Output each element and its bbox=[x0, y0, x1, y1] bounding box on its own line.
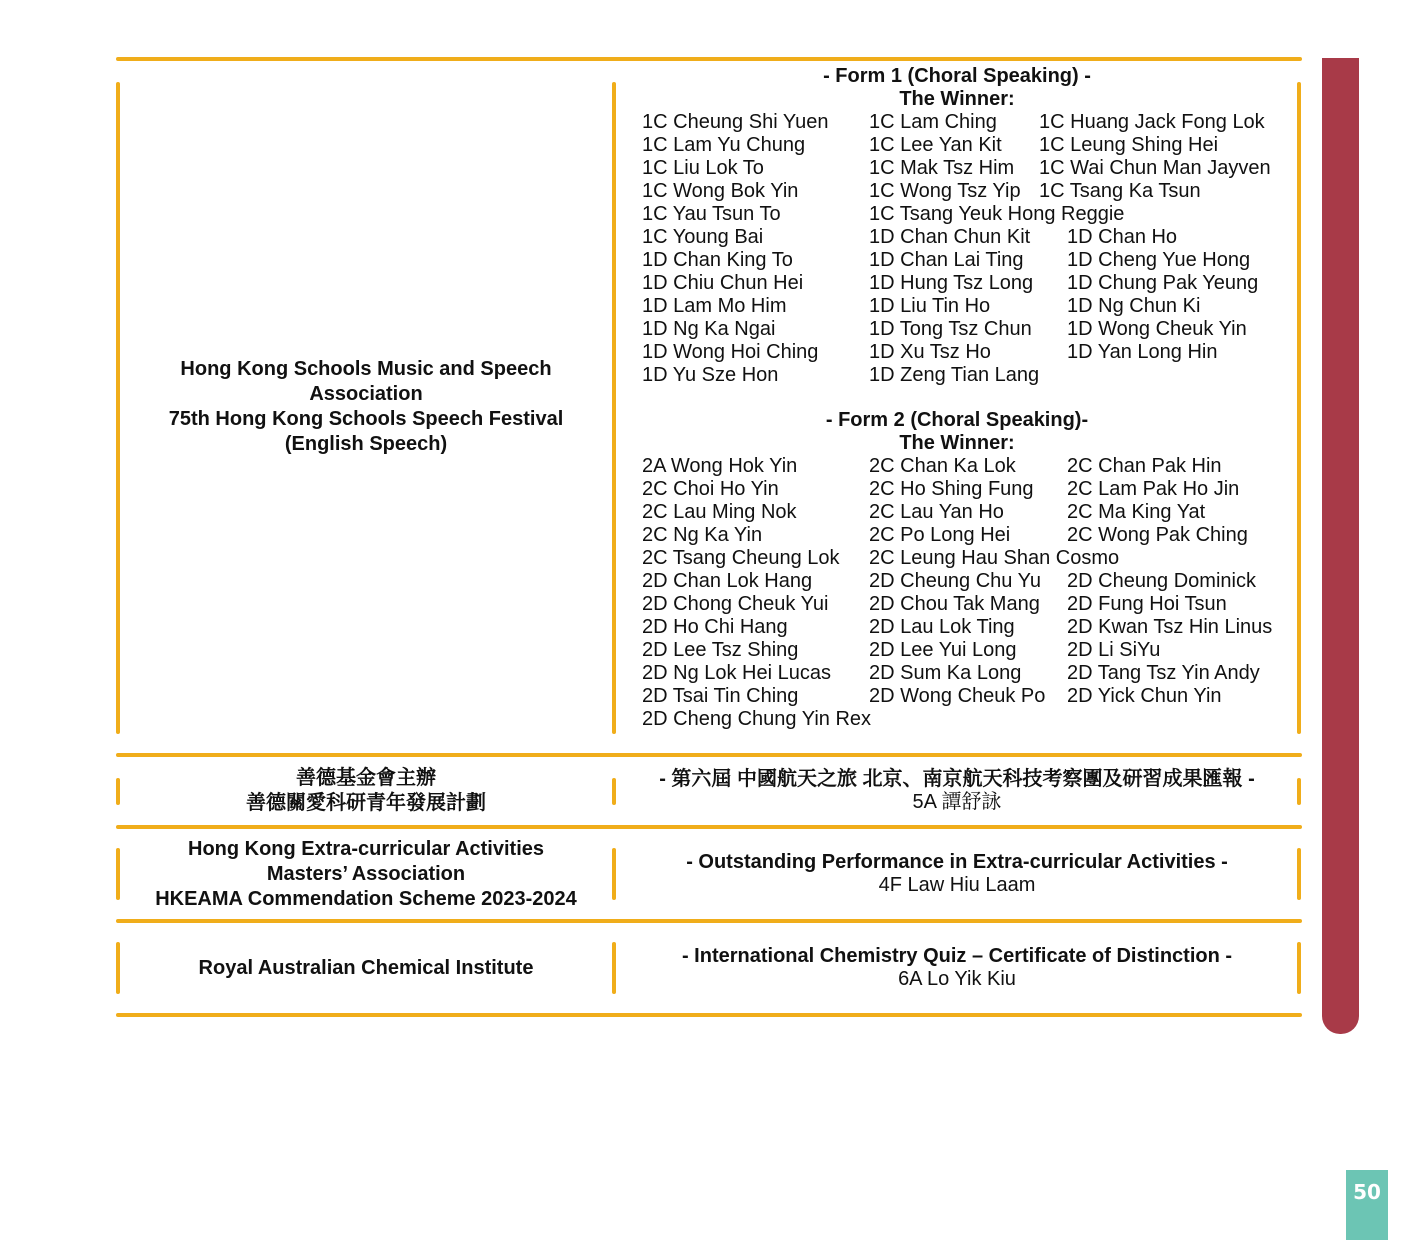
winner-name: 1D Chung Pak Yeung bbox=[1067, 272, 1259, 294]
winner-name: 1D Cheng Yue Hong bbox=[1067, 249, 1251, 271]
winner-name: 1C Cheung Shi Yuen bbox=[642, 111, 829, 133]
page-number-badge bbox=[1346, 1170, 1388, 1240]
winner-name: 2D Lee Tsz Shing bbox=[642, 639, 799, 661]
organizer-cell bbox=[122, 758, 610, 824]
form2-winner-label: The Winner: bbox=[899, 432, 1015, 454]
organizer-line: Hong Kong Extra-curricular Activities bbox=[188, 837, 544, 860]
winner-name: 2C Chan Ka Lok bbox=[869, 455, 1016, 477]
winner-name: 2C Po Long Hei bbox=[869, 524, 1011, 546]
winner-name: 1C Leung Shing Hei bbox=[1039, 134, 1219, 156]
award-winner: 4F Law Hiu Laam bbox=[878, 874, 1036, 896]
right-border bbox=[1297, 942, 1301, 994]
left-border bbox=[116, 778, 120, 805]
winner-name: 2D Cheung Chu Yu bbox=[869, 570, 1041, 592]
left-border bbox=[116, 82, 120, 734]
award-cell bbox=[620, 830, 1294, 918]
winner-name: 1C Lam Ching bbox=[869, 111, 997, 133]
award-title: - 第六屆 中國航天之旅 北京、南京航天科技考察團及研習成果匯報 - bbox=[659, 768, 1255, 790]
winner-name: 1C Liu Lok To bbox=[642, 157, 764, 179]
column-divider bbox=[612, 848, 616, 900]
winner-name: 2D Sum Ka Long bbox=[869, 662, 1022, 684]
form2-name-list bbox=[642, 455, 1302, 731]
winner-name: 2D Ng Lok Hei Lucas bbox=[642, 662, 831, 684]
winner-name: 2D Cheung Dominick bbox=[1067, 570, 1256, 592]
winner-name: 2C Ma King Yat bbox=[1067, 501, 1206, 523]
winner-name: 2A Wong Hok Yin bbox=[642, 455, 798, 477]
winner-name: 2C Lau Yan Ho bbox=[869, 501, 1004, 523]
winner-name: 1D Xu Tsz Ho bbox=[869, 341, 991, 363]
winner-name: 1D Lam Mo Him bbox=[642, 295, 787, 317]
organizer-line: 75th Hong Kong Schools Speech Festival bbox=[168, 408, 564, 430]
winner-name: 2C Ho Shing Fung bbox=[869, 478, 1034, 500]
winner-name: 2C Lam Pak Ho Jin bbox=[1067, 478, 1240, 500]
organizer-cell bbox=[122, 924, 610, 1012]
winner-name: 2D Chong Cheuk Yui bbox=[642, 593, 829, 615]
winner-name: 1C Lee Yan Kit bbox=[869, 134, 1002, 156]
row-divider bbox=[116, 919, 1302, 923]
column-divider bbox=[612, 942, 616, 994]
winner-name: 2D Lee Yui Long bbox=[869, 639, 1017, 661]
winner-name: 1C Lam Yu Chung bbox=[642, 134, 806, 156]
organizer-line: HKEAMA Commendation Scheme 2023-2024 bbox=[155, 887, 577, 910]
winner-name: 2D Li SiYu bbox=[1067, 639, 1161, 661]
organizer-cell bbox=[122, 62, 610, 752]
table-top-border bbox=[116, 57, 1302, 61]
winner-name: 1D Wong Cheuk Yin bbox=[1067, 318, 1247, 340]
winner-name: 1C Young Bai bbox=[642, 226, 764, 248]
winner-name: 1C Huang Jack Fong Lok bbox=[1039, 111, 1265, 133]
left-border bbox=[116, 848, 120, 900]
award-cell bbox=[620, 924, 1294, 1012]
side-accent-bar bbox=[1322, 58, 1359, 1034]
winner-name: 2C Wong Pak Ching bbox=[1067, 524, 1248, 546]
winner-name: 2D Fung Hoi Tsun bbox=[1067, 593, 1227, 615]
row-divider bbox=[116, 753, 1302, 757]
form2-section bbox=[620, 409, 1294, 731]
winner-name: 2C Choi Ho Yin bbox=[642, 478, 779, 500]
form1-winner-label: The Winner: bbox=[899, 88, 1015, 110]
winner-name: 1C Tsang Ka Tsun bbox=[1039, 180, 1201, 202]
column-divider bbox=[612, 82, 616, 734]
winner-name: 2D Tang Tsz Yin Andy bbox=[1067, 662, 1260, 684]
winner-name: 2D Lau Lok Ting bbox=[869, 616, 1015, 638]
winner-name: 2D Chou Tak Mang bbox=[869, 593, 1040, 615]
row-divider bbox=[116, 825, 1302, 829]
right-border bbox=[1297, 848, 1301, 900]
form1-section bbox=[620, 65, 1294, 387]
winner-name: 2D Chan Lok Hang bbox=[642, 570, 813, 592]
organizer-line: Association bbox=[309, 383, 423, 405]
winner-name: 2D Cheng Chung Yin Rex bbox=[642, 708, 872, 730]
left-border bbox=[116, 942, 120, 994]
winner-name: 1D Chan King To bbox=[642, 249, 793, 271]
organizer-line: 善德基金會主辦 bbox=[296, 767, 436, 789]
winner-name: 1C Wong Tsz Yip bbox=[869, 180, 1021, 202]
winner-name: 2C Tsang Cheung Lok bbox=[642, 547, 840, 569]
winner-name: 2D Kwan Tsz Hin Linus bbox=[1067, 616, 1273, 638]
winner-name: 1D Ng Chun Ki bbox=[1067, 295, 1201, 317]
winner-name: 2D Tsai Tin Ching bbox=[642, 685, 799, 707]
winner-name: 1D Ng Ka Ngai bbox=[642, 318, 776, 340]
organizer-line: Royal Australian Chemical Institute bbox=[198, 956, 534, 979]
organizer-cell bbox=[122, 830, 610, 918]
award-winner: 5A 譚舒詠 bbox=[912, 791, 1002, 813]
winner-name: 2D Wong Cheuk Po bbox=[869, 685, 1046, 707]
organizer-line: 善德關愛科研青年發展計劃 bbox=[246, 792, 486, 814]
winner-name: 1D Yan Long Hin bbox=[1067, 341, 1218, 363]
award-title: - International Chemistry Quiz – Certificate of Distinction - bbox=[681, 945, 1233, 967]
winner-name: 1C Wong Bok Yin bbox=[642, 180, 799, 202]
award-winner: 6A Lo Yik Kiu bbox=[898, 968, 1016, 990]
organizer-line: (English Speech) bbox=[284, 433, 448, 455]
winner-name: 2C Leung Hau Shan Cosmo bbox=[869, 547, 1120, 569]
winner-name: 1D Tong Tsz Chun bbox=[869, 318, 1032, 340]
award-title: - Outstanding Performance in Extra-curricular Activities - bbox=[686, 851, 1228, 873]
winner-name: 2D Ho Chi Hang bbox=[642, 616, 788, 638]
page-number: 50 bbox=[1353, 1180, 1381, 1204]
right-border bbox=[1297, 778, 1301, 805]
organizer-line: Masters’ Association bbox=[266, 862, 466, 885]
winner-name: 1C Yau Tsun To bbox=[642, 203, 781, 225]
winner-name: 2C Chan Pak Hin bbox=[1067, 455, 1222, 477]
winner-name: 1C Mak Tsz Him bbox=[869, 157, 1015, 179]
winner-name: 1D Hung Tsz Long bbox=[869, 272, 1034, 294]
award-cell bbox=[620, 758, 1294, 824]
table-bottom-border bbox=[116, 1013, 1302, 1017]
winner-name: 2C Ng Ka Yin bbox=[642, 524, 763, 546]
winner-name: 2C Lau Ming Nok bbox=[642, 501, 797, 523]
winner-name: 1D Chan Chun Kit bbox=[869, 226, 1031, 248]
winner-name: 1D Chan Ho bbox=[1067, 226, 1178, 248]
winner-name: 1C Wai Chun Man Jayven bbox=[1039, 157, 1271, 179]
winner-name: 2D Yick Chun Yin bbox=[1067, 685, 1222, 707]
form1-name-list bbox=[642, 111, 1302, 387]
form2-heading: - Form 2 (Choral Speaking)- bbox=[825, 409, 1089, 431]
winner-name: 1C Tsang Yeuk Hong Reggie bbox=[869, 203, 1125, 225]
winner-name: 1D Chiu Chun Hei bbox=[642, 272, 804, 294]
form1-heading: - Form 1 (Choral Speaking) - bbox=[823, 65, 1091, 87]
winner-name: 1D Yu Sze Hon bbox=[642, 364, 779, 386]
winner-name: 1D Liu Tin Ho bbox=[869, 295, 991, 317]
winner-name: 1D Wong Hoi Ching bbox=[642, 341, 819, 363]
winner-name: 1D Zeng Tian Lang bbox=[869, 364, 1040, 386]
column-divider bbox=[612, 778, 616, 805]
organizer-line: Hong Kong Schools Music and Speech bbox=[180, 358, 552, 380]
winner-name: 1D Chan Lai Ting bbox=[869, 249, 1024, 271]
